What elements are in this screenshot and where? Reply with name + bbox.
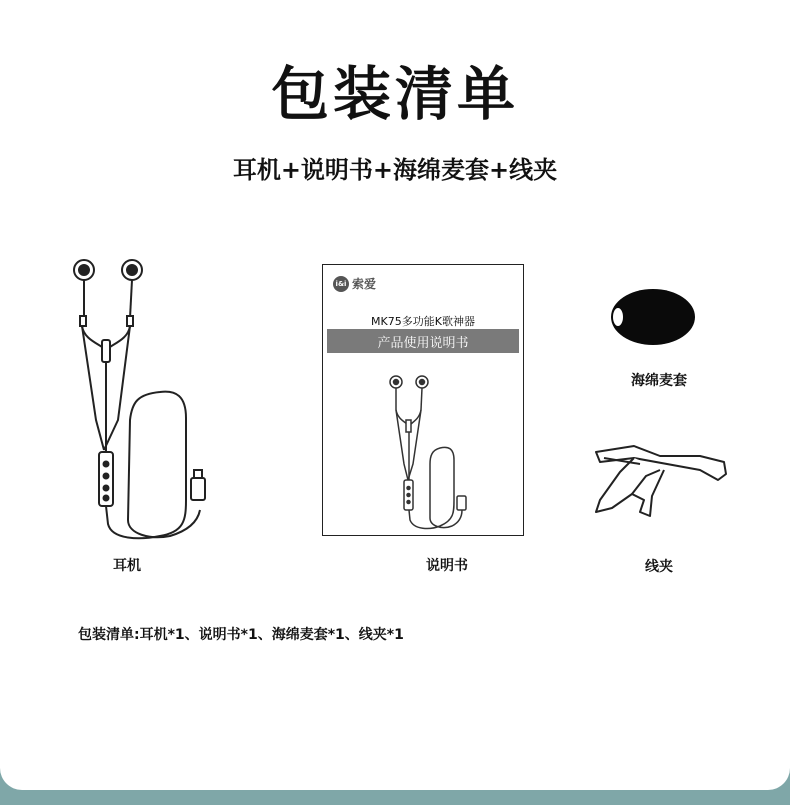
manual-model-line: MK75多功能K歌神器 xyxy=(371,315,475,328)
cable-clip-label: 线夹 xyxy=(645,559,673,575)
manual-banner: 产品使用说明书 xyxy=(327,329,519,353)
cable-clip-icon xyxy=(596,446,726,516)
earphones-label: 耳机 xyxy=(113,558,141,574)
sponge-cover-label: 海绵麦套 xyxy=(631,373,687,389)
brand-logo-icon: i&i xyxy=(333,276,349,292)
footer-band xyxy=(0,790,790,805)
sponge-cover-icon xyxy=(611,289,695,345)
packing-summary: 包装清单:耳机*1、说明书*1、海绵麦套*1、线夹*1 xyxy=(78,627,404,643)
brand-name: 索爱 xyxy=(352,277,377,291)
manual-label: 说明书 xyxy=(426,558,468,574)
page-subtitle: 耳机+说明书+海绵麦套+线夹 xyxy=(232,156,558,184)
earphones-icon xyxy=(74,260,205,538)
manual-booklet xyxy=(322,264,524,536)
page-title: 包装清单 xyxy=(270,60,519,128)
manual-earphones-icon xyxy=(322,264,524,536)
